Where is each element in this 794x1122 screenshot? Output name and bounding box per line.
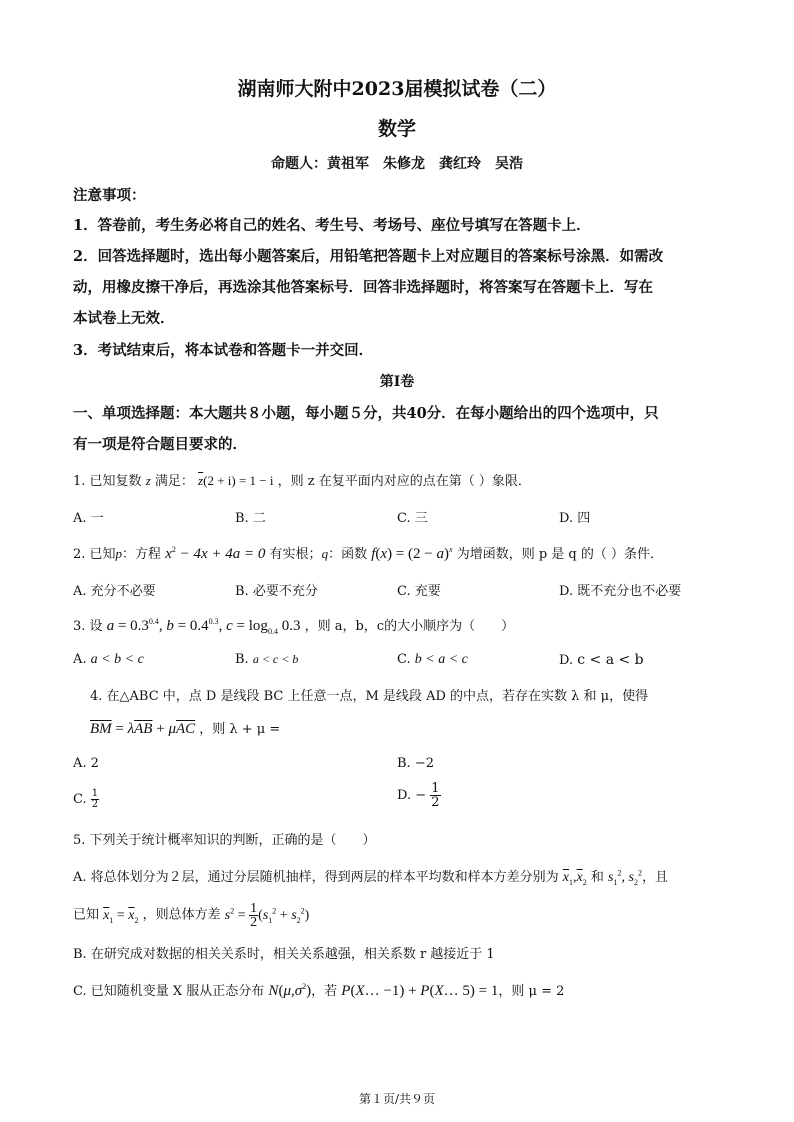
- question-1-stem: 1. 已知复数 z 满足： $\overline{z}(2 + i) = 1 - i$ ，则 z 在复平面内对应的点在第（ ）象限．: [73, 473, 531, 489]
- q4-option-c-fraction: $\frac{1}{2}$: [91, 788, 99, 810]
- question-2-stem: 2. 已知p：方程 $x^2 - 4x + 4a = 0$ 有实根；q：函数 $f(x) = (2 - a)^x$ 为增函数，则 p 是 q 的（ ）条件．: [73, 545, 663, 562]
- q3-prefix: 3. 设: [73, 619, 103, 634]
- notice-item-1: 1．答卷前，考生务必将自己的姓名、考生号、考场号、座位号填写在答题卡上．: [73, 217, 591, 234]
- q4-option-d-fraction: $\frac{1}{2}$: [431, 781, 440, 810]
- q5-option-a-line-1: A. 将总体划分为２层，通过分层随机抽样，得到两层的样本平均数和样本方差分别为 $\overline{x}_1,\overline{x}_2$ 和 $s_1^2$, $s_2^2$，且: [73, 868, 668, 887]
- q4-option-d: D. − $\frac{1}{2}$: [397, 781, 440, 810]
- part-heading: 第Ⅰ卷: [379, 374, 415, 390]
- q2-option-a: A. 充分不必要: [73, 584, 156, 599]
- notice-heading: 注意事项：: [73, 187, 146, 204]
- q4-option-a: A. 2: [73, 756, 99, 771]
- q2-p-text: ：方程: [122, 547, 162, 562]
- q3-option-a: A. a < b < c: [73, 652, 144, 667]
- q3-definitions: $a = 0.3^{0.4}$, $b = 0.4^{0.3}$, $c = \log_{0.4} 0.3$: [106, 617, 301, 636]
- q1-prefix: 1. 已知复数: [73, 474, 142, 489]
- q4-option-b: B. −2: [397, 756, 434, 771]
- q3-suffix: ，则 a，b，c的大小顺序为（ ）: [304, 619, 515, 634]
- authors: 命题人：黄祖军 朱修龙 龚红玲 吴浩: [271, 156, 523, 172]
- q1-option-c: C. 三: [397, 511, 428, 526]
- q1-suffix: ，则 z 在复平面内对应的点在第（ ）象限．: [277, 474, 531, 489]
- notice-item-2-line-3: 本试卷上无效．: [73, 310, 175, 327]
- q2-option-b: B. 必要不充分: [235, 584, 318, 599]
- q2-equation: $x^2 - 4x + 4a = 0$: [165, 545, 266, 562]
- notice-item-2-line-2: 动，用橡皮擦干净后，再选涂其他答案标号．回答非选择题时，将答案写在答题卡上．写在: [73, 279, 653, 296]
- question-5-stem: 5. 下列关于统计概率知识的判断，正确的是（ ）: [73, 833, 376, 848]
- q4-vector-equation: $\overline{BM} = \lambda\overline{AB} + \mu\overline{AC}$: [90, 721, 196, 737]
- q5-option-c: C. 已知随机变量 X 服从正态分布 $N(\mu,\sigma^2)$，若 P(X… −1) + P(X… 5) = 1，则 μ = 2: [73, 982, 565, 999]
- q1-option-b: B. 二: [235, 511, 266, 526]
- exam-title: 湖南师大附中2023届模拟试卷（二）: [237, 78, 557, 100]
- q2-prefix: 2. 已知: [73, 547, 116, 562]
- q1-option-d: D. 四: [559, 511, 591, 526]
- subject-title: 数学: [377, 118, 416, 140]
- page-footer: 第１页/共９页: [358, 1092, 436, 1106]
- q4-suffix: ，则 λ + μ =: [199, 722, 281, 737]
- q5-option-a-line-2: 已知 $\overline{x}_1 = \overline{x}_2$ ，则总体方差 $s^2$ = $\frac{1}{2}$ $(s_1^2 + s_2^2)$: [73, 901, 310, 930]
- q2-option-c: C. 充要: [397, 584, 441, 599]
- q3-option-c: C. b < a < c: [397, 652, 468, 667]
- q5-option-b: B. 在研究成对数据的相关关系时，相关关系越强，相关系数 r 越接近于 1: [73, 947, 495, 962]
- question-4-stem-line-1: 4. 在△ABC 中，点 D 是线段 BC 上任意一点，M 是线段 AD 的中点，若存在实数 λ 和 μ，使得: [90, 689, 649, 704]
- section-heading-line-1: 一、单项选择题：本大题共８小题，每小题５分，共40分．在每小题给出的四个选项中，只: [73, 405, 659, 422]
- q4-option-c: C. $\frac{1}{2}$: [73, 788, 99, 810]
- q1-option-a: A. 一: [73, 511, 104, 526]
- q2-option-d: D. 既不充分也不必要: [559, 584, 682, 599]
- q2-function: $f(x) = (2 - a)^x$: [371, 545, 453, 562]
- notice-item-3: 3．考试结束后，将本试卷和答题卡一并交回．: [73, 342, 374, 359]
- notice-item-2-line-1: 2．回答选择题时，选出每小题答案后，用铅笔把答题卡上对应题目的答案标号涂黑．如需改: [73, 248, 664, 265]
- q1-mid: 满足：: [154, 474, 194, 489]
- q2-suffix: 为增函数，则 p 是 q 的（ ）条件．: [456, 547, 663, 562]
- q3-option-b: B. a < c < b: [235, 652, 299, 667]
- q3-option-d: D. c < a < b: [559, 652, 644, 668]
- q2-mid: 有实根；: [269, 547, 322, 562]
- question-3-stem: [73, 615, 514, 636]
- question-4-stem-line-2: [90, 718, 280, 738]
- q1-equation: $\overline{z}(2 + i) = 1 - i$: [198, 473, 274, 488]
- q2-q-text: ：函数: [328, 547, 368, 562]
- section-heading-line-2: 有一项是符合题目要求的．: [73, 436, 247, 453]
